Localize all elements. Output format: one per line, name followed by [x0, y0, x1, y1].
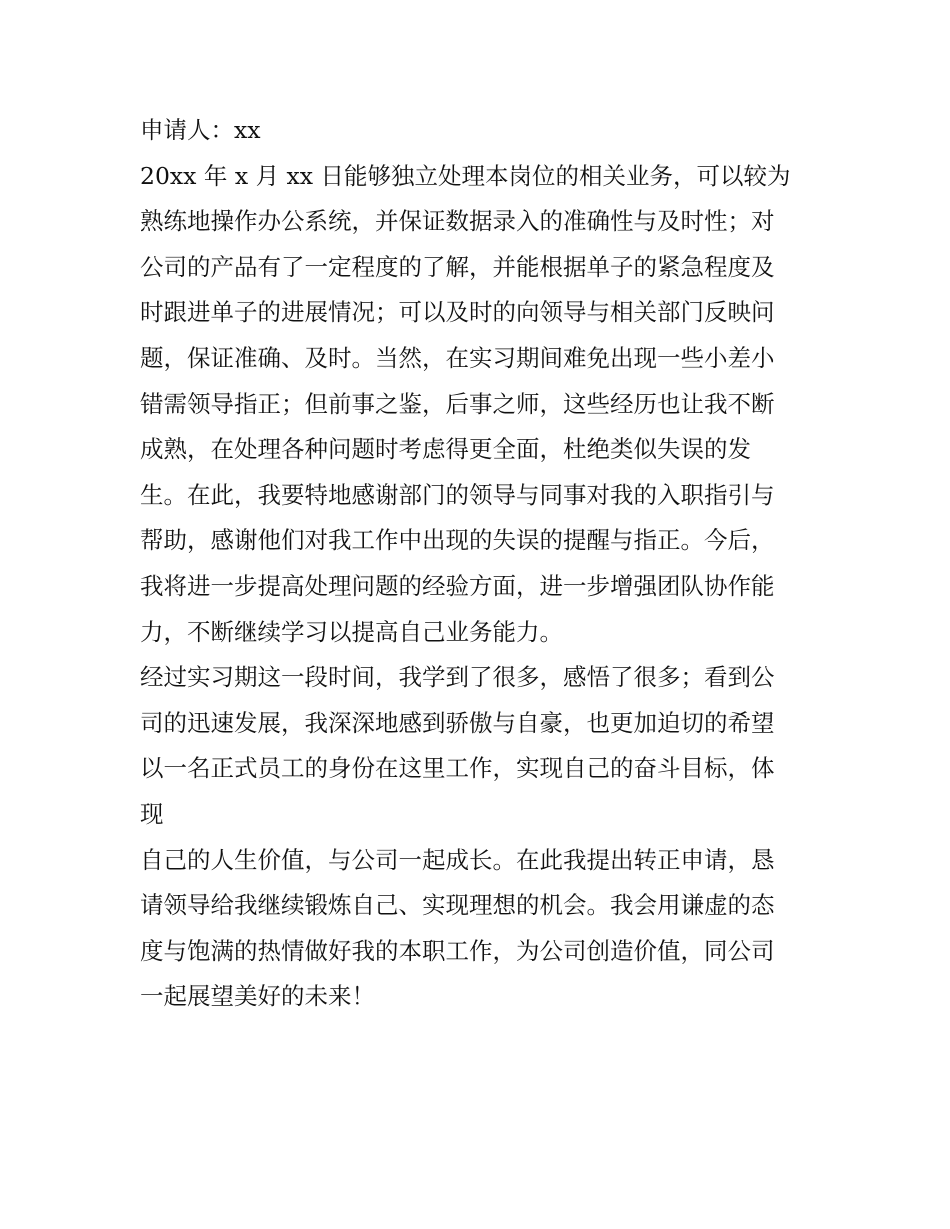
body-line: 熟练地操作办公系统，并保证数据录入的准确性与及时性；对: [140, 207, 775, 236]
body-line: 司的迅速发展，我深深地感到骄傲与自豪，也更加迫切的希望: [140, 708, 775, 737]
body-line: 成熟，在处理各种问题时考虑得更全面，杜绝类似失误的发: [140, 435, 751, 464]
document-body: [140, 108, 816, 1020]
body-line: 自己的人生价值，与公司一起成长。在此我提出转正申请，恳: [140, 845, 775, 874]
body-line: 以一名正式员工的身份在这里工作，实现自己的奋斗目标，体: [140, 754, 775, 783]
body-line: 现: [140, 799, 164, 828]
body-line: 我将进一步提高处理问题的经验方面，进一步增强团队协作能: [140, 571, 775, 600]
body-line: 请领导给我继续锻炼自己、实现理想的机会。我会用谦虚的态: [140, 891, 775, 920]
body-line: 20xx 年 x 月 xx 日能够独立处理本岗位的相关业务，可以较为: [140, 161, 791, 190]
body-line: 一起展望美好的未来！: [140, 982, 375, 1011]
body-line: 度与饱满的热情做好我的本职工作，为公司创造价值，同公司: [140, 936, 775, 965]
body-line: 错需领导指正；但前事之鉴，后事之师，这些经历也让我不断: [140, 389, 775, 418]
body-line: 帮助，感谢他们对我工作中出现的失误的提醒与指正。今后，: [140, 526, 775, 555]
body-line: 题，保证准确、及时。当然，在实习期间难免出现一些小差小: [140, 343, 775, 372]
body-line: 公司的产品有了一定程度的了解，并能根据单子的紧急程度及: [140, 252, 775, 281]
body-line: 力，不断继续学习以提高自己业务能力。: [140, 617, 563, 646]
body-line: 生。在此，我要特地感谢部门的领导与同事对我的入职指引与: [140, 480, 775, 509]
applicant-line: 申请人：xx: [140, 116, 261, 144]
body-line: 时跟进单子的进展情况；可以及时的向领导与相关部门反映问: [140, 298, 775, 327]
body-line: 经过实习期这一段时间，我学到了很多，感悟了很多；看到公: [140, 663, 775, 692]
